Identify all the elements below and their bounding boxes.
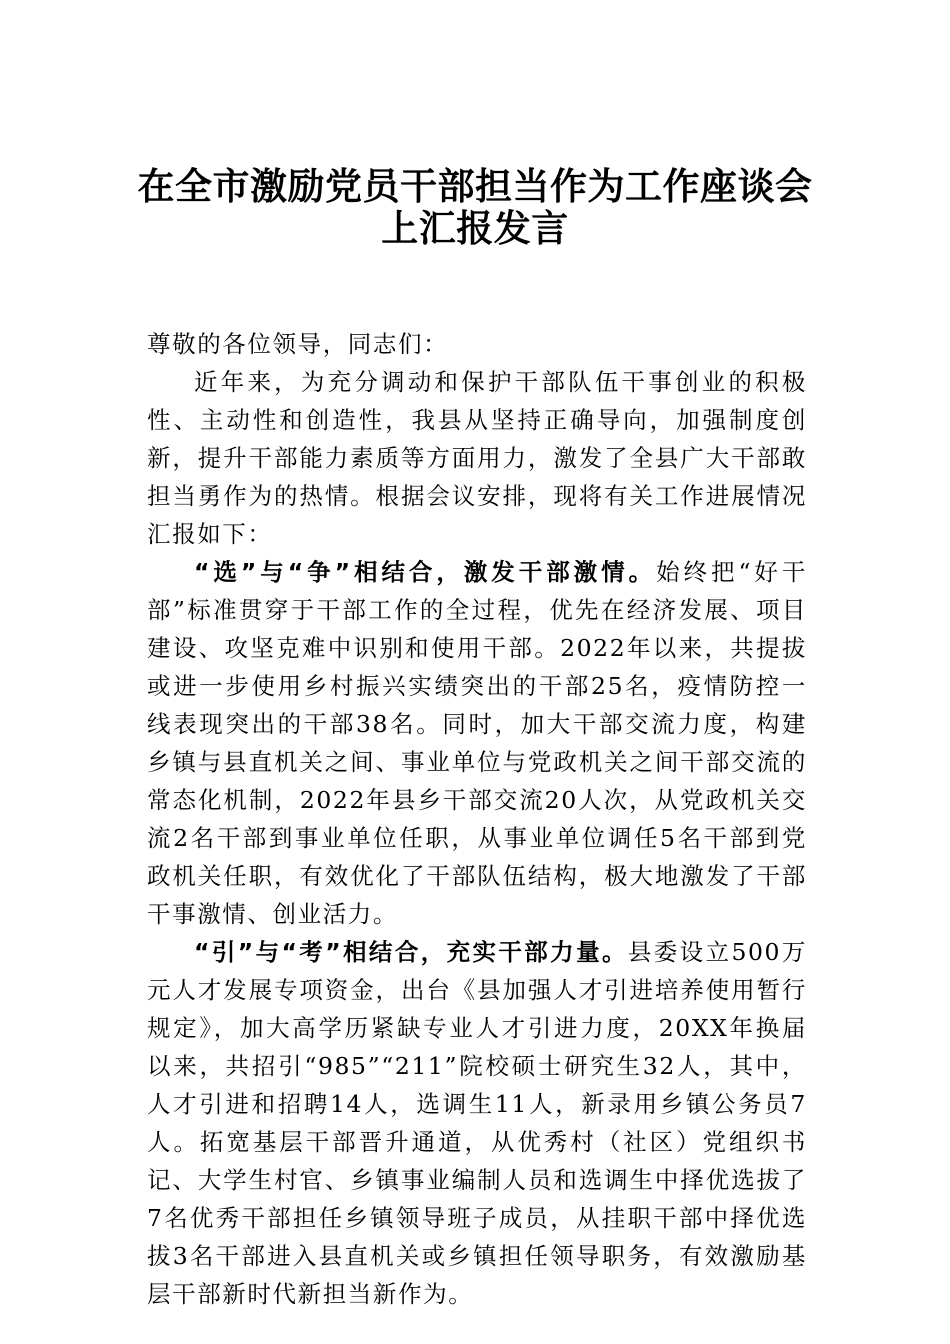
section-2-lead: “引”与“考”相结合，充实干部力量。 <box>194 938 628 966</box>
document-title-line-1: 在全市激励党员干部担当作为工作座谈会 <box>137 165 813 208</box>
salutation: 尊敬的各位领导，同志们： <box>147 330 449 358</box>
intro-paragraph: 近年来，为充分调动和保护干部队伍干事创业的积极性、主动性和创造性，我县从坚持正确导向，加强制度创新，提升干部能力素质等方面用力，激发了全县广大干部敢担当勇作为的热情。根据会议安排，现将有关工作进展情况汇报如下： <box>147 368 807 548</box>
section-1-body: 始终把“好干部”标准贯穿于干部工作的全过程，优先在经济发展、项目建设、攻坚克难中识别和使用干部。2022年以来，共提拔或进一步使用乡村振兴实绩突出的干部25名，疫情防控一线表现突出的干部38名。同时，加大干部交流力度，构建乡镇与县直机关之间、事业单位与党政机关之间干部交流的常态化机制，2022年县乡干部交流20人次，从党政机关交流2名干部到事业单位任职，从事业单位调任5名干部到党政机关任职，有效优化了干部队伍结构，极大地激发了干部干事激情、创业活力。 <box>147 558 807 928</box>
section-1-paragraph <box>147 553 807 933</box>
section-2-paragraph <box>147 933 807 1313</box>
section-2-body: 县委设立500万元人才发展专项资金，出台《县加强人才引进培养使用暂行规定》，加大高学历紧缺专业人才引进力度，20XX年换届以来，共招引“985”“211”院校硕士研究生32人，其中，人才引进和招聘14人，选调生11人，新录用乡镇公务员7人。拓宽基层干部晋升通道，从优秀村（社区）党组织书记、大学生村官、乡镇事业编制人员和选调生中择优选拔了7名优秀干部担任乡镇领导班子成员，从挂职干部中择优选拔3名干部进入县直机关或乡镇担任领导职务，有效激励基层干部新时代新担当新作为。 <box>147 938 807 1308</box>
document-title-line-2: 上汇报发言 <box>381 207 569 250</box>
document-body <box>147 325 807 1313</box>
section-1-lead: “选”与“争”相结合，激发干部激情。 <box>194 558 657 586</box>
